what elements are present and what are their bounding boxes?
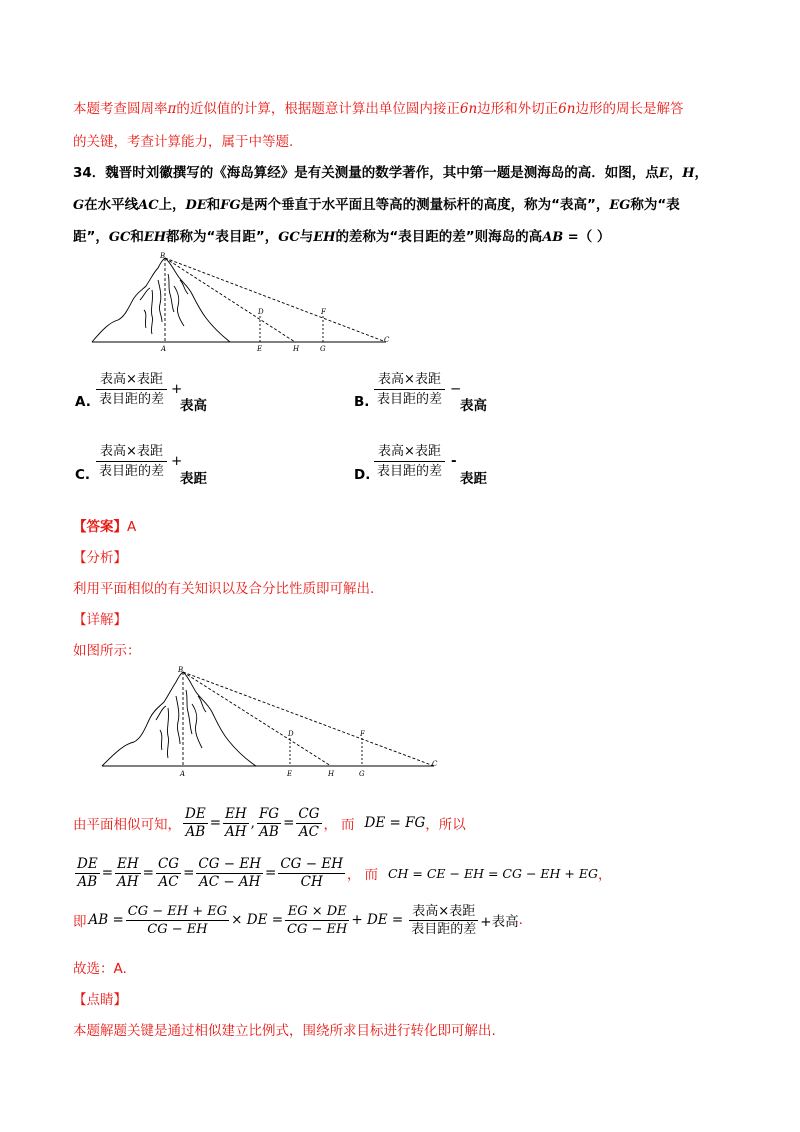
label-F: F bbox=[321, 308, 326, 316]
fraction-numerator: EH bbox=[225, 805, 247, 822]
math-EG: EG bbox=[609, 198, 631, 213]
equation: CH = CE − EH = CG − EH + EG bbox=[387, 865, 598, 881]
equation: × DE = bbox=[231, 912, 284, 928]
equals-sign: = bbox=[265, 865, 277, 881]
label-A: A bbox=[180, 770, 186, 778]
label-C: C bbox=[432, 760, 438, 768]
fraction-denominator: AC bbox=[298, 823, 320, 840]
fraction-denominator: 表目距的差 bbox=[377, 392, 443, 407]
math-EH: EH bbox=[143, 230, 167, 245]
intro-text: 的近似值的计算，根据题意计算出单位圆内接正 bbox=[176, 101, 460, 117]
fraction-denominator: 表目距的差 bbox=[377, 464, 443, 479]
question-text: 上， bbox=[158, 197, 186, 213]
fraction-numerator: DE bbox=[77, 855, 98, 872]
derivation-row-1 bbox=[73, 803, 466, 843]
fraction-denominator: AB bbox=[185, 823, 206, 840]
option-c-fraction bbox=[96, 442, 167, 481]
fraction-numerator: 表高×表距 bbox=[374, 442, 445, 462]
derivation-row-3 bbox=[73, 900, 523, 940]
option-c-letter[interactable]: C. bbox=[75, 467, 91, 483]
equation: AB = bbox=[88, 912, 124, 928]
math-AB: AB = bbox=[542, 230, 579, 245]
mountain-outline bbox=[102, 672, 256, 766]
math-G: G bbox=[73, 198, 85, 213]
option-b-tail: 表高 bbox=[460, 398, 487, 414]
fraction bbox=[196, 856, 263, 891]
label-H: H bbox=[328, 770, 335, 778]
equation: +表高 bbox=[480, 914, 519, 930]
fraction bbox=[296, 806, 321, 841]
fraction-numerator: CG − EH bbox=[198, 855, 262, 872]
fraction bbox=[223, 806, 249, 841]
intro-text: 边形和外切正 bbox=[477, 101, 559, 117]
derivation-text: 而 bbox=[364, 867, 378, 883]
mountain-detail bbox=[140, 274, 188, 334]
fraction-denominator: AB bbox=[259, 823, 279, 840]
option-b-fraction bbox=[374, 370, 445, 409]
detail-label: 【详解】 bbox=[73, 612, 127, 628]
comment-label: 【点睛】 bbox=[73, 992, 127, 1008]
option-c-tail: 表距 bbox=[180, 471, 207, 487]
answer-line bbox=[73, 515, 136, 535]
fraction-denominator: CH bbox=[300, 873, 323, 890]
option-a-operator: + bbox=[171, 381, 183, 397]
fraction-numerator: CG bbox=[157, 855, 180, 872]
equals-sign: = bbox=[283, 815, 295, 831]
punct: ， bbox=[323, 817, 338, 833]
option-a-fraction bbox=[96, 370, 167, 409]
question-text: 和 bbox=[130, 229, 144, 245]
option-d-operator: - bbox=[451, 453, 457, 469]
fraction bbox=[115, 856, 141, 891]
fraction bbox=[257, 806, 281, 841]
question-text: 是两个垂直于水平面且等高的测量标杆的高度，称为“表高”， bbox=[240, 197, 610, 213]
fraction bbox=[156, 856, 181, 891]
equals-sign: = bbox=[101, 865, 113, 881]
fraction-denominator: AH bbox=[225, 823, 247, 840]
label-E: E bbox=[257, 345, 263, 353]
fraction bbox=[183, 806, 208, 841]
separator: , bbox=[250, 815, 255, 831]
math-DE: DE bbox=[185, 198, 207, 213]
question-text: 与 bbox=[299, 229, 314, 245]
detail-intro: 如图所示： bbox=[73, 643, 141, 659]
fraction-denominator: 表目距的差 bbox=[99, 464, 165, 479]
fraction-numerator: 表高×表距 bbox=[96, 442, 167, 462]
equals-sign: = bbox=[183, 865, 195, 881]
label-F: F bbox=[360, 730, 365, 738]
label-H: H bbox=[293, 345, 300, 353]
math-6n: 6n bbox=[558, 101, 576, 117]
equation: DE = FG bbox=[364, 815, 426, 831]
option-b-operator: − bbox=[450, 381, 462, 397]
mountain-detail bbox=[156, 690, 206, 758]
label-D: D bbox=[258, 308, 264, 316]
math-GC: GC bbox=[278, 230, 300, 245]
fraction-numerator: 表高×表距 bbox=[374, 370, 445, 390]
question-text: 魏晋时刘徽撰写的《海岛算经》是有关测量的数学著作，其中第一题是测海岛的高．如图，点 bbox=[105, 165, 659, 181]
fraction-denominator: 表目距的差 bbox=[411, 921, 477, 937]
label-C: C bbox=[384, 336, 390, 344]
fraction-denominator: CG − EH bbox=[287, 921, 348, 937]
question-text: 的差称为“表目距的差”则海岛的高 bbox=[335, 229, 543, 245]
answer-blank: （ ） bbox=[578, 229, 611, 245]
punct: ， bbox=[694, 165, 709, 181]
pi-symbol: π bbox=[167, 101, 177, 117]
option-d-letter[interactable]: D. bbox=[354, 467, 371, 483]
label-B: B bbox=[178, 666, 184, 674]
fraction-numerator: FG bbox=[258, 805, 280, 822]
fraction-numerator: CG − EH + EG bbox=[127, 903, 228, 919]
question-line-1 bbox=[73, 161, 708, 181]
island-figure-2 bbox=[90, 664, 450, 782]
label-G: G bbox=[359, 770, 365, 778]
question-text: 称为“表 bbox=[630, 197, 680, 213]
fraction-denominator: AH bbox=[117, 873, 139, 890]
option-b-letter[interactable]: B. bbox=[354, 394, 370, 410]
equation: + DE = bbox=[351, 912, 404, 928]
equals-sign: = bbox=[209, 815, 221, 831]
fraction-numerator: 表高×表距 bbox=[409, 903, 478, 921]
analysis-text: 利用平面相似的有关知识以及合分比性质即可解出. bbox=[73, 581, 375, 597]
intro-line-2: 的关键，考查计算能力，属于中等题. bbox=[73, 134, 294, 150]
derivation-row-2 bbox=[73, 853, 611, 893]
math-AC: AC bbox=[138, 198, 159, 213]
fraction-denominator: AC bbox=[158, 873, 179, 890]
comment-text: 本题解题关键是通过相似建立比例式，围绕所求目标进行转化即可解出. bbox=[73, 1023, 496, 1039]
fraction bbox=[126, 903, 229, 938]
fraction bbox=[278, 856, 345, 891]
math-6n: 6n bbox=[459, 101, 478, 117]
label-G: G bbox=[320, 345, 326, 353]
analysis-label: 【分析】 bbox=[73, 550, 127, 566]
math-GC: GC bbox=[108, 230, 131, 245]
math-E: E bbox=[658, 166, 669, 181]
intro-text: 边形的周长是解答 bbox=[575, 101, 684, 117]
fraction bbox=[285, 903, 349, 938]
question-text: 都称为“表目距”， bbox=[166, 229, 279, 245]
punct: ， bbox=[597, 867, 612, 883]
answer-label: 【答案】 bbox=[73, 519, 127, 535]
math-FG: FG bbox=[220, 198, 241, 213]
fraction-numerator: 表高×表距 bbox=[96, 370, 167, 390]
derivation-text: 即 bbox=[73, 914, 87, 930]
option-d-tail: 表距 bbox=[460, 471, 487, 487]
fraction-numerator: CG − EH bbox=[280, 855, 343, 872]
fraction-numerator: EH bbox=[117, 855, 139, 872]
fraction-denominator: AC − AH bbox=[198, 873, 261, 890]
question-number: 34． bbox=[73, 165, 106, 181]
fraction bbox=[409, 903, 478, 938]
fraction-numerator: EG × DE bbox=[285, 903, 349, 921]
option-a-letter[interactable]: A. bbox=[75, 394, 91, 410]
derivation-text: ，所以 bbox=[425, 817, 466, 833]
fraction-numerator: CG bbox=[298, 805, 320, 822]
option-a-tail: 表高 bbox=[180, 398, 207, 414]
label-E: E bbox=[287, 770, 293, 778]
option-c-operator: + bbox=[171, 453, 183, 469]
question-line-3 bbox=[73, 225, 610, 245]
answer-value: A bbox=[127, 519, 137, 535]
math-EH: EH bbox=[313, 230, 336, 245]
sightline-bc bbox=[183, 672, 434, 766]
label-D: D bbox=[288, 730, 294, 738]
question-text: 距”， bbox=[73, 229, 109, 245]
conclusion: 故选：A. bbox=[73, 961, 127, 977]
punct: ， bbox=[668, 165, 683, 181]
sightline-bh bbox=[183, 672, 331, 766]
option-d-fraction bbox=[374, 442, 445, 481]
label-B: B bbox=[160, 252, 166, 260]
island-figure-1 bbox=[80, 250, 400, 355]
question-text: 和 bbox=[206, 197, 221, 213]
fraction bbox=[75, 856, 100, 891]
label-A: A bbox=[161, 345, 167, 353]
derivation-text: 由平面相似可知， bbox=[73, 817, 181, 833]
equals-sign: = bbox=[142, 865, 154, 881]
intro-line-1 bbox=[73, 97, 683, 117]
derivation-text: 而 bbox=[341, 817, 355, 833]
question-line-2 bbox=[73, 193, 680, 213]
sightline-bh bbox=[165, 258, 295, 342]
fraction-denominator: AB bbox=[77, 873, 98, 890]
punct: ， bbox=[346, 867, 361, 883]
question-text: 在水平线 bbox=[84, 197, 139, 213]
intro-text: 本题考查圆周率 bbox=[73, 101, 168, 117]
fraction-numerator: DE bbox=[185, 805, 206, 822]
punct: . bbox=[518, 912, 523, 928]
fraction-denominator: CG − EH bbox=[147, 921, 208, 937]
fraction-denominator: 表目距的差 bbox=[99, 392, 165, 407]
math-H: H bbox=[682, 166, 695, 181]
